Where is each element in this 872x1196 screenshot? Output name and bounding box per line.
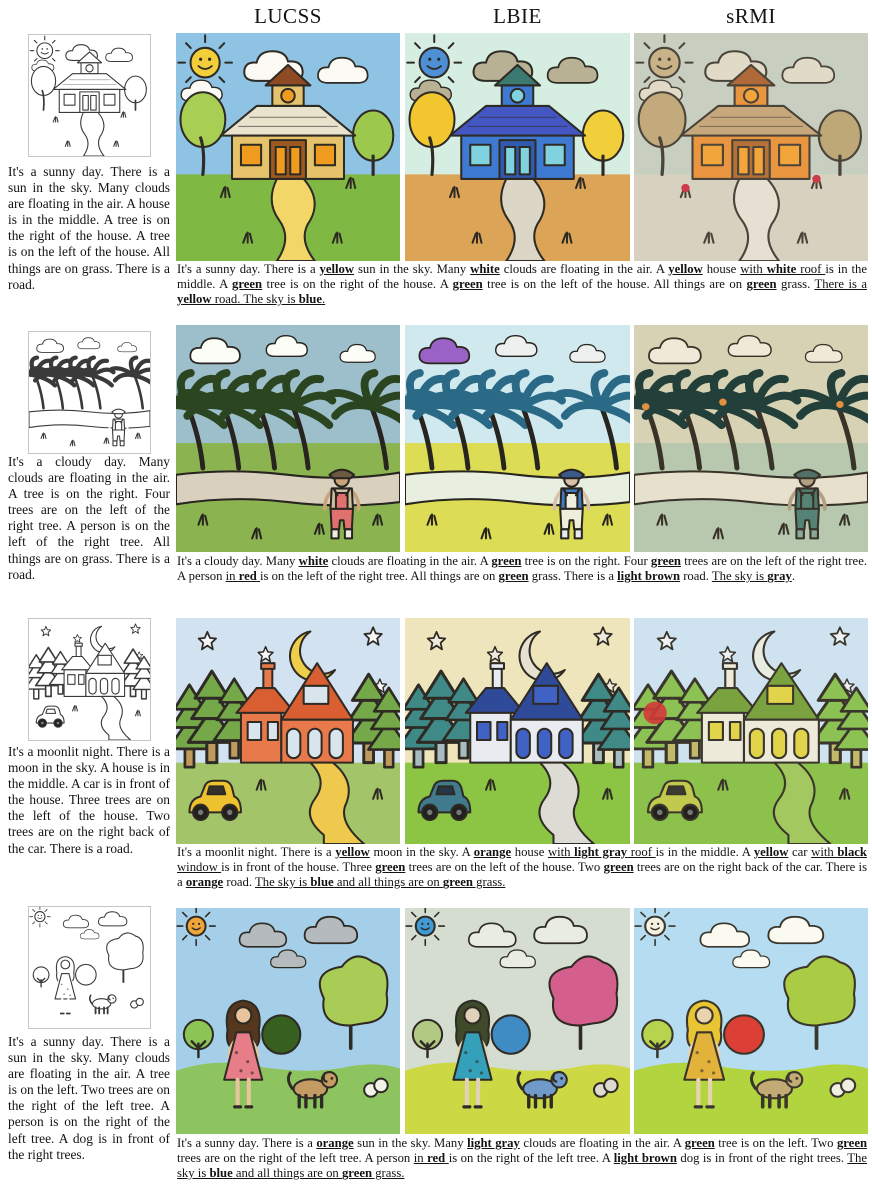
description-row4: It's a sunny day. There is a sun in the sky. Many clouds are floating in the air. A tree is on the left. Two trees are on the right of the left tree. A person is on the right of the left tree. A dog is in front of the right trees. (8, 1034, 170, 1162)
caption-segment: It's a sunny day. There is a (177, 262, 320, 276)
caption-segment: and all things are on (232, 1166, 342, 1181)
caption-segment: trees are on the left of the house. Two (405, 860, 604, 875)
caption-segment: black (837, 845, 867, 859)
caption-segment: is on the left of the right tree. All things are on (259, 569, 499, 584)
caption-segment: house (702, 262, 741, 276)
caption-segment: grass. There is a (528, 569, 618, 584)
caption-segment: window (177, 860, 222, 875)
caption-segment: The sky is (255, 875, 311, 890)
image-row4-srmi (634, 908, 868, 1134)
image-row4-lbie-illustration (405, 908, 630, 1134)
caption-segment: road. (223, 875, 256, 890)
caption-segment: is in the middle. A (655, 845, 754, 859)
caption-segment: green (746, 277, 777, 292)
caption-segment: white (470, 262, 500, 276)
caption-segment: light brown (617, 569, 681, 584)
caption-segment: red (238, 569, 257, 584)
caption-segment: and all things are on (333, 875, 443, 890)
caption-segment: clouds are floating in the air. A (499, 262, 669, 276)
caption-segment: with (740, 262, 767, 276)
caption-segment: trees are on the left of the right tree. A person (177, 554, 867, 584)
caption-segment: green (341, 1166, 373, 1181)
sketch-row1-illustration (29, 35, 150, 156)
caption-segment: clouds are floating in the air. A (519, 1136, 685, 1150)
caption-segment: green (375, 860, 406, 875)
image-row2-srmi-illustration (634, 325, 868, 552)
image-row3-lbie (405, 618, 630, 844)
caption-segment: is on the right of the left tree. A (448, 1151, 614, 1166)
image-row4-srmi-illustration (634, 908, 868, 1134)
caption-segment: grass. (372, 1166, 405, 1181)
caption-segment: light gray (467, 1136, 520, 1150)
caption-segment: green (603, 860, 634, 875)
caption-segment: red (427, 1151, 446, 1166)
image-row1-srmi-illustration (634, 33, 868, 261)
caption-segment: house (511, 845, 548, 859)
caption-segment: . (791, 569, 796, 584)
caption-segment: yellow (753, 845, 789, 859)
caption-segment: It's a sunny day. There is a (177, 1136, 317, 1150)
caption-segment: green (442, 875, 473, 890)
column-title-lucss: LUCSS (254, 4, 322, 28)
caption-segment: tree is on the left of the house. All things are on (482, 277, 747, 292)
image-row3-srmi-illustration (634, 618, 868, 844)
caption-row3 (177, 845, 867, 890)
sketch-row4 (28, 906, 151, 1029)
caption-segment: clouds are floating in the air. A (328, 554, 492, 568)
image-row2-lucss-illustration (176, 325, 400, 552)
image-row4-lucss-illustration (176, 908, 400, 1134)
image-row3-lbie-illustration (405, 618, 630, 844)
image-row1-lucss (176, 33, 400, 261)
caption-segment: There is a (814, 277, 867, 292)
image-row2-srmi (634, 325, 868, 552)
sketch-row2 (28, 331, 151, 454)
caption-segment: green (452, 277, 483, 292)
caption-segment: tree is on the right. Four (521, 554, 651, 568)
caption-segment: green (498, 569, 529, 584)
caption-segment: with (811, 845, 838, 859)
caption-row2 (177, 554, 867, 584)
caption-segment: roof (796, 262, 826, 276)
caption-segment: orange (473, 845, 512, 859)
caption-segment: yellow (177, 292, 212, 307)
caption-segment: tree is on the right of the house. A (262, 277, 453, 292)
caption-segment: green (232, 277, 263, 292)
caption-segment: with (547, 845, 575, 859)
caption-segment: light gray (574, 845, 628, 859)
caption-segment: yellow (319, 262, 355, 276)
image-row4-lbie (405, 908, 630, 1134)
image-row2-lbie (405, 325, 630, 552)
caption-segment: trees are on the right back of the car. There is a (177, 860, 868, 890)
caption-segment: roof (627, 845, 656, 859)
caption-segment: dog is in front of the right trees. (676, 1151, 848, 1166)
caption-segment: . (322, 292, 326, 307)
column-title-srmi: sRMI (726, 4, 776, 28)
image-row1-lucss-illustration (176, 33, 400, 261)
image-row1-lbie (405, 33, 630, 261)
caption-segment: sun in the sky. Many (353, 1136, 468, 1150)
caption-segment: green (836, 1136, 868, 1150)
image-row2-lucss (176, 325, 400, 552)
caption-segment: The sky is (711, 569, 768, 584)
sketch-row2-illustration (29, 332, 150, 453)
image-row1-lbie-illustration (405, 33, 630, 261)
caption-segment: in (225, 569, 239, 584)
caption-segment: grass. (776, 277, 815, 292)
image-row3-lucss-illustration (176, 618, 400, 844)
image-row3-lucss (176, 618, 400, 844)
caption-segment: blue (209, 1166, 233, 1181)
description-row3: It's a moonlit night. There is a moon in the sky. A house is in the middle. A car is in front of the house. Three trees are on the left of the house. Two trees are on the right back of the car. There is a road. (8, 744, 170, 856)
description-row1: It's a sunny day. There is a sun in the sky. Many clouds are floating in the air. A house is in the middle. A tree is on the right of the house. A tree is on the left of the house. All things are on grass. There is a road. (8, 164, 170, 292)
sketch-row3-illustration (29, 619, 150, 740)
caption-segment: gray (767, 569, 792, 584)
caption-segment: blue (298, 292, 322, 307)
caption-row4 (177, 1136, 867, 1181)
caption-row1 (177, 262, 867, 307)
caption-segment: green (684, 1136, 715, 1150)
caption-segment: grass. (472, 875, 506, 890)
caption-segment: yellow (668, 262, 703, 276)
sketch-row3 (28, 618, 151, 741)
caption-segment: road. (680, 569, 712, 584)
caption-segment: white (298, 554, 329, 568)
caption-segment: tree is on the left. Two (714, 1136, 837, 1150)
caption-segment: white (766, 262, 797, 276)
image-row4-lucss (176, 908, 400, 1134)
caption-segment: The sky is (177, 1151, 868, 1181)
caption-segment: green (491, 554, 522, 568)
caption-segment: yellow (335, 845, 370, 859)
image-row3-srmi (634, 618, 868, 844)
caption-segment: road. The sky is (211, 292, 299, 307)
caption-segment: light brown (613, 1151, 677, 1166)
caption-segment: It's a moonlit night. There is a (177, 845, 336, 859)
caption-segment: car (788, 845, 812, 859)
caption-segment: moon in the sky. A (369, 845, 474, 859)
caption-segment: blue (310, 875, 334, 890)
caption-segment: trees are on the right of the left tree. A person (177, 1151, 414, 1166)
caption-segment: sun in the sky. Many (354, 262, 471, 276)
caption-segment: is in the middle. A (177, 262, 867, 292)
caption-segment: green (650, 554, 681, 568)
description-row2: It's a cloudy day. Many clouds are floating in the air. A tree is on the right. Four trees are on the left of the right tree. A person is on the left of the right tree. All things are on grass. There is a road. (8, 454, 170, 582)
image-row1-srmi (634, 33, 868, 261)
caption-segment: orange (185, 875, 224, 890)
caption-segment: It's a cloudy day. Many (177, 554, 299, 568)
caption-segment: is in front of the house. Three (221, 860, 376, 875)
sketch-row4-illustration (29, 907, 150, 1028)
column-title-lbie: LBIE (493, 4, 542, 28)
image-row2-lbie-illustration (405, 325, 630, 552)
caption-segment: in (413, 1151, 428, 1166)
sketch-row1 (28, 34, 151, 157)
caption-segment: orange (316, 1136, 354, 1150)
